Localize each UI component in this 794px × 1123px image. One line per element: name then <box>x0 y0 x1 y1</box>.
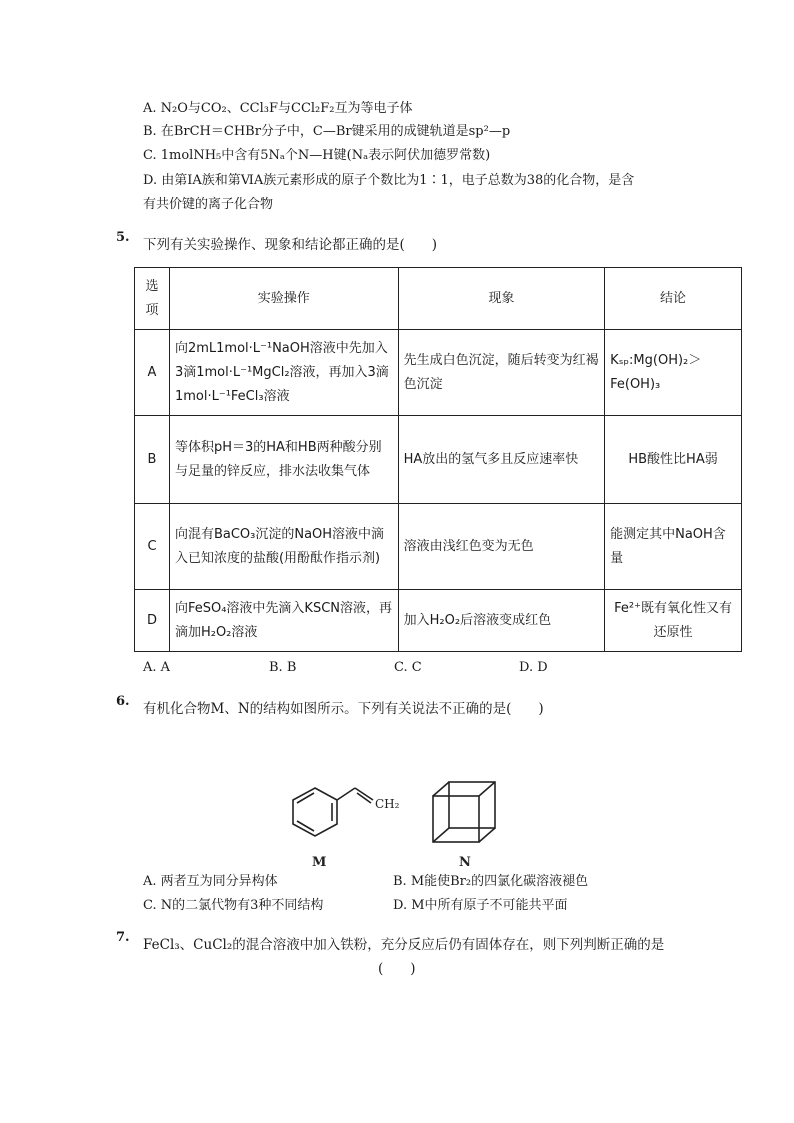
row-operation: 向FeSO₄溶液中先滴入KSCN溶液，再滴加H₂O₂溶液 <box>169 590 398 652</box>
question-6-stem: 有机化合物M、N的结构如图所示。下列有关说法不正确的是( ) <box>143 701 544 717</box>
question-5-stem: 下列有关实验操作、现象和结论都正确的是( ) <box>143 237 438 253</box>
row-operation: 向2mL1mol·L⁻¹NaOH溶液中先加入3滴1mol·L⁻¹MgCl₂溶液，再加入3滴 1mol·L⁻¹FeCl₃溶液 <box>169 330 398 416</box>
choice-c: C. C <box>394 660 422 675</box>
q4-option-a: A. N₂O与CO₂、CCl₃F与CCl₂F₂互为等电子体 <box>143 101 413 116</box>
row-conclusion: HB酸性比HA弱 <box>605 416 742 504</box>
header-phenomenon: 现象 <box>398 268 604 330</box>
row-operation: 等体积pH＝3的HA和HB两种酸分别与足量的锌反应，排水法收集气体 <box>169 416 398 504</box>
table-row <box>135 590 742 652</box>
label-n: N <box>459 855 471 870</box>
q4-option-c: C. 1molNH₅中含有5Nₐ个N—H键(Nₐ表示阿伏加德罗常数) <box>143 148 491 163</box>
question-5-choices <box>143 660 743 678</box>
q6-option-a: A. 两者互为同分异构体 <box>143 874 278 889</box>
row-phenomenon: 加入H₂O₂后溶液变成红色 <box>398 590 604 652</box>
label-m: M <box>312 855 327 870</box>
table-row <box>135 416 742 504</box>
q6-option-d: D. M中所有原子不可能共平面 <box>393 898 568 913</box>
cubane-structure-n <box>425 776 505 872</box>
question-5-number: 5. <box>116 230 130 245</box>
row-phenomenon: 先生成白色沉淀，随后转变为红褐色沉淀 <box>398 330 604 416</box>
choice-a: A. A <box>143 660 171 675</box>
q4-option-d-line2: 有共价键的离子化合物 <box>143 197 274 212</box>
q4-option-d-line1: D. 由第ⅠA族和第ⅥA族元素形成的原子个数比为1∶1，电子总数为38的化合物，是含 <box>143 173 635 188</box>
row-option: B <box>135 416 170 504</box>
row-operation: 向混有BaCO₃沉淀的NaOH溶液中滴入已知浓度的盐酸(用酚酞作指示剂) <box>169 504 398 590</box>
row-option: D <box>135 590 170 652</box>
q4-option-b: B. 在BrCH＝CHBr分子中，C—Br键采用的成键轨道是sp²—p <box>143 124 511 139</box>
experiment-table <box>134 267 742 652</box>
row-phenomenon: 溶液由浅红色变为无色 <box>398 504 604 590</box>
question-7-paren: ( ) <box>378 961 416 977</box>
table-row <box>135 504 742 590</box>
header-conclusion: 结论 <box>605 268 742 330</box>
row-conclusion: 能测定其中NaOH含量 <box>605 504 742 590</box>
row-option: C <box>135 504 170 590</box>
styrene-structure-m <box>285 780 415 872</box>
table-header-row <box>135 268 742 330</box>
row-conclusion: Kₛₚ:Mg(OH)₂＞Fe(OH)₃ <box>605 330 742 416</box>
choice-d: D. D <box>519 660 548 675</box>
q6-option-b: B. M能使Br₂的四氯化碳溶液褪色 <box>393 874 589 889</box>
question-7-stem: FeCl₃、CuCl₂的混合溶液中加入铁粉，充分反应后仍有固体存在，则下列判断正确的是 <box>143 937 665 953</box>
row-phenomenon: HA放出的氢气多且反应速率快 <box>398 416 604 504</box>
ch2-label: CH₂ <box>375 797 400 811</box>
header-operation: 实验操作 <box>169 268 398 330</box>
row-conclusion: Fe²⁺既有氧化性又有还原性 <box>605 590 742 652</box>
table-row <box>135 330 742 416</box>
header-option: 选项 <box>135 268 170 330</box>
question-7-number: 7. <box>116 930 130 945</box>
row-option: A <box>135 330 170 416</box>
question-6-number: 6. <box>116 694 130 709</box>
q6-option-c: C. N的二氯代物有3种不同结构 <box>143 898 324 913</box>
choice-b: B. B <box>269 660 297 675</box>
